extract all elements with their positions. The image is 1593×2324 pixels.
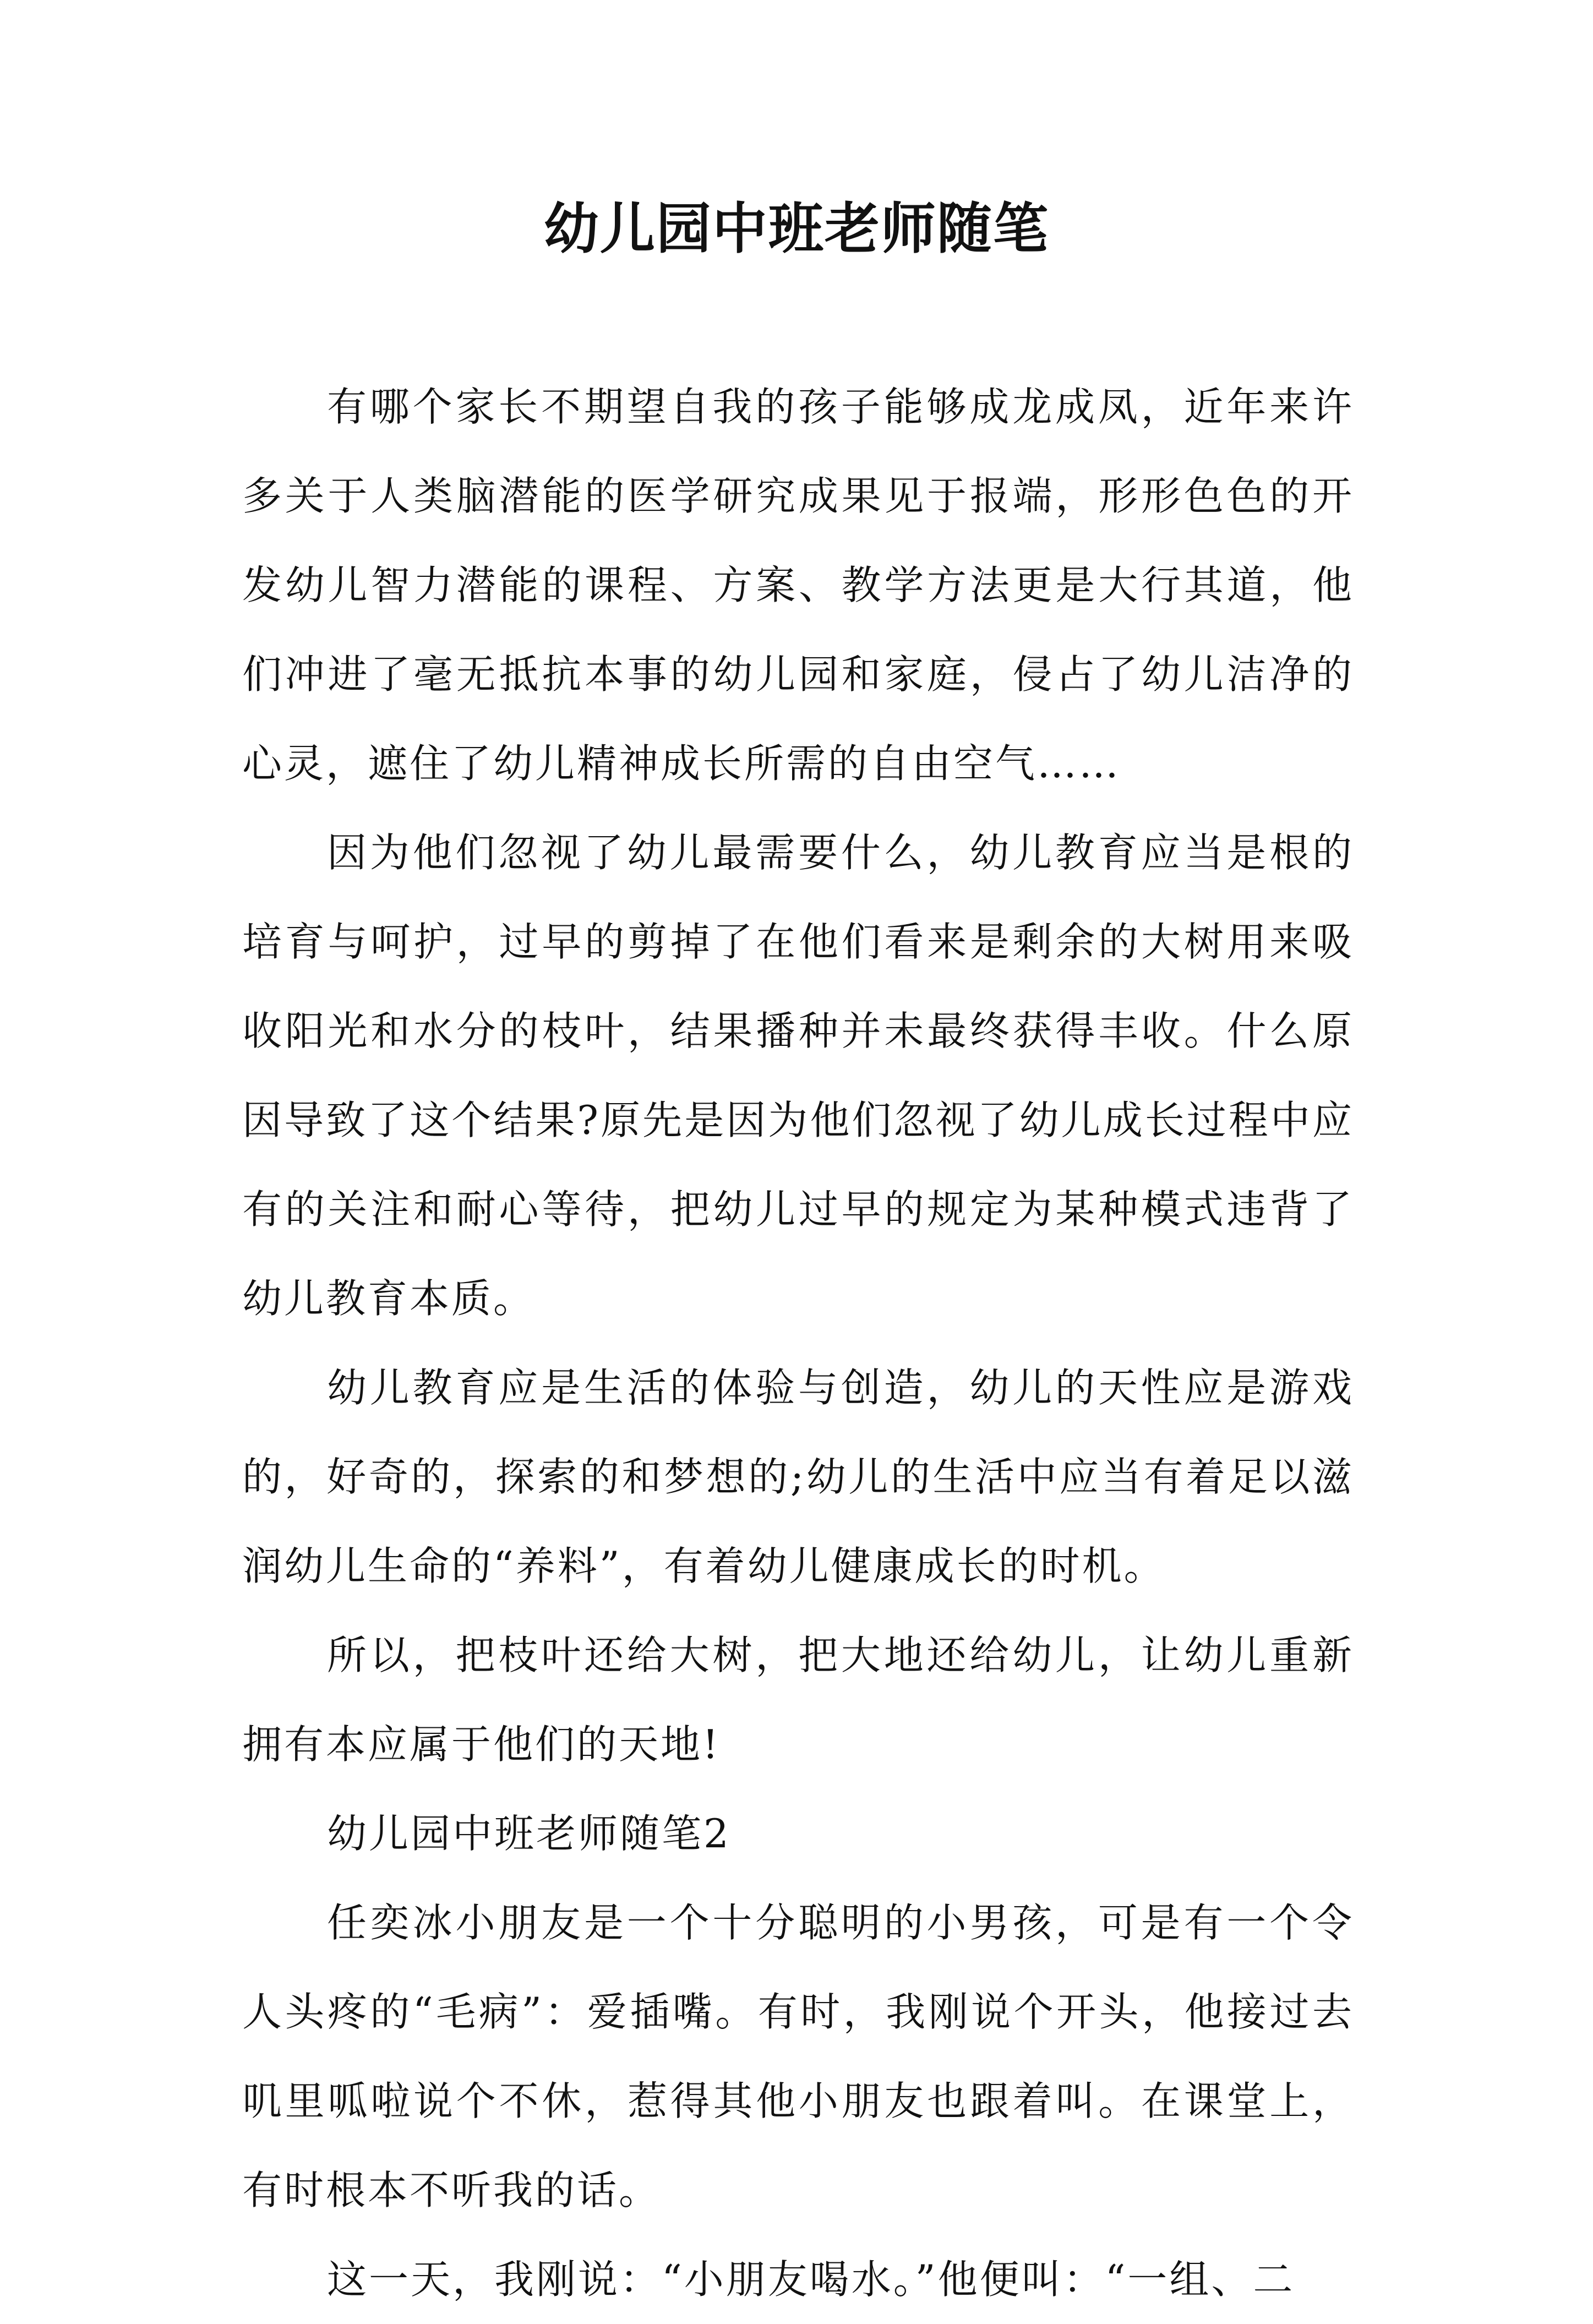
paragraph: 有哪个家长不期望自我的孩子能够成龙成凤，近年来许多关于人类脑潜能的医学研究成果见于报端，形形色色的开发幼儿智力潜能的课程、方案、教学方法更是大行其道，他们冲进了毫无抵抗本事的幼儿园和家庭，侵占了幼儿洁净的心灵，遮住了幼儿精神成长所需的自由空气…… [242, 384, 1354, 787]
paragraph: 任奕冰小朋友是一个十分聪明的小男孩，可是有一个令人头疼的“毛病”：爱插嘴。有时，我刚说个开头，他接过去叽里呱啦说个不休，惹得其他小朋友也跟着叫。在课堂上，有时根本不听我的话。 [242, 1900, 1354, 2213]
document-title: 幼儿园中班老师随笔 [544, 196, 1049, 261]
paragraph: 所以，把枝叶还给大树，把大地还给幼儿，让幼儿重新拥有本应属于他们的天地! [242, 1632, 1354, 1767]
paragraph: 因为他们忽视了幼儿最需要什么，幼儿教育应当是根的培育与呵护，过早的剪掉了在他们看来是剩余的大树用来吸收阳光和水分的枝叶，结果播种并未最终获得丰收。什么原因导致了这个结果?原先是因为他们忽视了幼儿成长过程中应有的关注和耐心等待，把幼儿过早的规定为某种模式违背了幼儿教育本质。 [242, 830, 1354, 1322]
paragraph: 这一天，我刚说：“小朋友喝水。”他便叫：“一组、二 [327, 2256, 1295, 2303]
section-heading: 幼儿园中班老师随笔2 [327, 1810, 731, 1857]
document-body [242, 362, 1354, 2324]
paragraph: 幼儿教育应是生活的体验与创造，幼儿的天性应是游戏的，好奇的，探索的和梦想的;幼儿的生活中应当有着足以滋润幼儿生命的“养料”，有着幼儿健康成长的时机。 [242, 1365, 1354, 1589]
